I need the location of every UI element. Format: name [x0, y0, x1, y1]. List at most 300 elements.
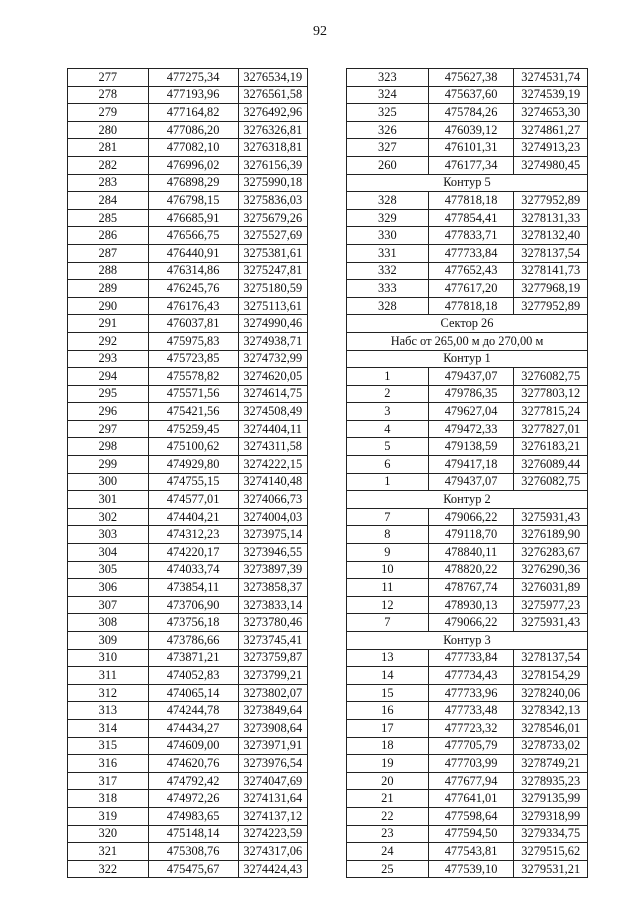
y-coordinate-cell: 3274004,03 — [238, 508, 307, 526]
point-number-cell: 287 — [68, 244, 149, 262]
x-coordinate-cell: 476039,12 — [428, 121, 514, 139]
point-number-cell: 306 — [68, 579, 149, 597]
point-number-cell: 295 — [68, 385, 149, 403]
table-row — [68, 508, 308, 526]
y-coordinate-cell: 3274424,43 — [238, 860, 307, 878]
table-row — [347, 579, 588, 597]
x-coordinate-cell: 479786,35 — [428, 385, 514, 403]
x-coordinate-cell: 476245,76 — [148, 280, 238, 298]
y-coordinate-cell: 3277968,19 — [514, 280, 588, 298]
y-coordinate-cell: 3276082,75 — [514, 473, 588, 491]
table-row — [347, 456, 588, 474]
point-number-cell: 329 — [347, 209, 429, 227]
x-coordinate-cell: 479066,22 — [428, 508, 514, 526]
y-coordinate-cell: 3277827,01 — [514, 420, 588, 438]
table-row — [68, 156, 308, 174]
point-number-cell: 331 — [347, 244, 429, 262]
y-coordinate-cell: 3276031,89 — [514, 579, 588, 597]
table-row — [347, 596, 588, 614]
point-number-cell: 260 — [347, 156, 429, 174]
y-coordinate-cell: 3275931,43 — [514, 508, 588, 526]
y-coordinate-cell: 3279531,21 — [514, 860, 588, 878]
x-coordinate-cell: 477818,18 — [428, 297, 514, 315]
table-row — [347, 420, 588, 438]
table-row — [347, 297, 588, 315]
point-number-cell: 5 — [347, 438, 429, 456]
y-coordinate-cell: 3273971,91 — [238, 737, 307, 755]
table-row — [347, 262, 588, 280]
table-row — [347, 667, 588, 685]
y-coordinate-cell: 3276534,19 — [238, 69, 307, 87]
y-coordinate-cell: 3274614,75 — [238, 385, 307, 403]
y-coordinate-cell: 3274620,05 — [238, 368, 307, 386]
x-coordinate-cell: 477734,43 — [428, 667, 514, 685]
point-number-cell: 288 — [68, 262, 149, 280]
x-coordinate-cell: 476685,91 — [148, 209, 238, 227]
x-coordinate-cell: 479138,59 — [428, 438, 514, 456]
table-row — [347, 684, 588, 702]
y-coordinate-cell: 3278137,54 — [514, 244, 588, 262]
x-coordinate-cell: 475723,85 — [148, 350, 238, 368]
x-coordinate-cell: 475259,45 — [148, 420, 238, 438]
y-coordinate-cell: 3274131,64 — [238, 790, 307, 808]
table-row — [68, 860, 308, 878]
table-row — [347, 790, 588, 808]
y-coordinate-cell: 3273976,54 — [238, 755, 307, 773]
point-number-cell: 1 — [347, 473, 429, 491]
point-number-cell: 279 — [68, 104, 149, 122]
section-heading: Контур 5 — [347, 174, 588, 192]
point-number-cell: 289 — [68, 280, 149, 298]
point-number-cell: 8 — [347, 526, 429, 544]
point-number-cell: 281 — [68, 139, 149, 157]
y-coordinate-cell: 3274404,11 — [238, 420, 307, 438]
y-coordinate-cell: 3274531,74 — [514, 69, 588, 87]
table-row — [347, 69, 588, 87]
x-coordinate-cell: 473786,66 — [148, 632, 238, 650]
table-row — [347, 104, 588, 122]
table-row — [68, 227, 308, 245]
point-number-cell: 298 — [68, 438, 149, 456]
point-number-cell: 324 — [347, 86, 429, 104]
x-coordinate-cell: 479437,07 — [428, 368, 514, 386]
x-coordinate-cell: 473871,21 — [148, 649, 238, 667]
y-coordinate-cell: 3274539,19 — [514, 86, 588, 104]
x-coordinate-cell: 477854,41 — [428, 209, 514, 227]
y-coordinate-cell: 3274222,15 — [238, 456, 307, 474]
table-row — [347, 719, 588, 737]
table-row — [347, 86, 588, 104]
table-row — [347, 121, 588, 139]
point-number-cell: 15 — [347, 684, 429, 702]
table-row — [68, 244, 308, 262]
y-coordinate-cell: 3276283,67 — [514, 544, 588, 562]
y-coordinate-cell: 3276082,75 — [514, 368, 588, 386]
y-coordinate-cell: 3276089,44 — [514, 456, 588, 474]
x-coordinate-cell: 474434,27 — [148, 719, 238, 737]
table-row — [347, 244, 588, 262]
y-coordinate-cell: 3273833,14 — [238, 596, 307, 614]
table-row — [347, 227, 588, 245]
x-coordinate-cell: 477539,10 — [428, 860, 514, 878]
x-coordinate-cell: 473706,90 — [148, 596, 238, 614]
y-coordinate-cell: 3278141,73 — [514, 262, 588, 280]
point-number-cell: 286 — [68, 227, 149, 245]
x-coordinate-cell: 474620,76 — [148, 755, 238, 773]
point-number-cell: 316 — [68, 755, 149, 773]
y-coordinate-cell: 3277952,89 — [514, 192, 588, 210]
point-number-cell: 10 — [347, 561, 429, 579]
y-coordinate-cell: 3277803,12 — [514, 385, 588, 403]
y-coordinate-cell: 3273802,07 — [238, 684, 307, 702]
point-number-cell: 313 — [68, 702, 149, 720]
point-number-cell: 284 — [68, 192, 149, 210]
y-coordinate-cell: 3273908,64 — [238, 719, 307, 737]
table-row — [347, 280, 588, 298]
x-coordinate-cell: 477617,20 — [428, 280, 514, 298]
x-coordinate-cell: 478840,11 — [428, 544, 514, 562]
point-number-cell: 3 — [347, 403, 429, 421]
point-number-cell: 280 — [68, 121, 149, 139]
y-coordinate-cell: 3274317,06 — [238, 843, 307, 861]
table-row — [347, 755, 588, 773]
point-number-cell: 16 — [347, 702, 429, 720]
table-row — [68, 807, 308, 825]
point-number-cell: 11 — [347, 579, 429, 597]
y-coordinate-cell: 3275990,18 — [238, 174, 307, 192]
x-coordinate-cell: 476798,15 — [148, 192, 238, 210]
table-row — [68, 104, 308, 122]
x-coordinate-cell: 474244,78 — [148, 702, 238, 720]
table-row — [68, 667, 308, 685]
x-coordinate-cell: 473756,18 — [148, 614, 238, 632]
x-coordinate-cell: 475571,56 — [148, 385, 238, 403]
table-row — [68, 438, 308, 456]
point-number-cell: 314 — [68, 719, 149, 737]
x-coordinate-cell: 474792,42 — [148, 772, 238, 790]
y-coordinate-cell: 3274223,59 — [238, 825, 307, 843]
table-row — [347, 139, 588, 157]
table-row — [68, 719, 308, 737]
x-coordinate-cell: 475148,14 — [148, 825, 238, 843]
y-coordinate-cell: 3276318,81 — [238, 139, 307, 157]
point-number-cell: 328 — [347, 297, 429, 315]
table-row — [68, 684, 308, 702]
x-coordinate-cell: 475637,60 — [428, 86, 514, 104]
table-row — [347, 438, 588, 456]
point-number-cell: 278 — [68, 86, 149, 104]
table-row — [68, 280, 308, 298]
x-coordinate-cell: 477833,71 — [428, 227, 514, 245]
x-coordinate-cell: 474577,01 — [148, 491, 238, 509]
y-coordinate-cell: 3274066,73 — [238, 491, 307, 509]
x-coordinate-cell: 476176,43 — [148, 297, 238, 315]
y-coordinate-cell: 3276156,39 — [238, 156, 307, 174]
table-row — [347, 702, 588, 720]
table-row — [347, 807, 588, 825]
table-row — [68, 544, 308, 562]
section-heading: Контур 1 — [347, 350, 588, 368]
x-coordinate-cell: 477086,20 — [148, 121, 238, 139]
y-coordinate-cell: 3274913,23 — [514, 139, 588, 157]
y-coordinate-cell: 3274938,71 — [238, 332, 307, 350]
point-number-cell: 2 — [347, 385, 429, 403]
table-row — [68, 209, 308, 227]
point-number-cell: 297 — [68, 420, 149, 438]
table-row — [68, 297, 308, 315]
y-coordinate-cell: 3275180,59 — [238, 280, 307, 298]
point-number-cell: 14 — [347, 667, 429, 685]
y-coordinate-cell: 3274508,49 — [238, 403, 307, 421]
table-row — [68, 649, 308, 667]
point-number-cell: 290 — [68, 297, 149, 315]
table-row — [347, 649, 588, 667]
y-coordinate-cell: 3273897,39 — [238, 561, 307, 579]
table-row — [68, 69, 308, 87]
y-coordinate-cell: 3278546,01 — [514, 719, 588, 737]
y-coordinate-cell: 3273858,37 — [238, 579, 307, 597]
y-coordinate-cell: 3275836,03 — [238, 192, 307, 210]
table-row — [68, 192, 308, 210]
point-number-cell: 332 — [347, 262, 429, 280]
point-number-cell: 294 — [68, 368, 149, 386]
point-number-cell: 323 — [347, 69, 429, 87]
x-coordinate-cell: 477594,50 — [428, 825, 514, 843]
point-number-cell: 299 — [68, 456, 149, 474]
x-coordinate-cell: 477733,84 — [428, 244, 514, 262]
page-number: 92 — [313, 24, 327, 39]
y-coordinate-cell: 3275527,69 — [238, 227, 307, 245]
y-coordinate-cell: 3275247,81 — [238, 262, 307, 280]
x-coordinate-cell: 477818,18 — [428, 192, 514, 210]
y-coordinate-cell: 3274732,99 — [238, 350, 307, 368]
x-coordinate-cell: 477641,01 — [428, 790, 514, 808]
table-row — [68, 614, 308, 632]
y-coordinate-cell: 3274311,58 — [238, 438, 307, 456]
point-number-cell: 309 — [68, 632, 149, 650]
x-coordinate-cell: 476101,31 — [428, 139, 514, 157]
table-row — [347, 192, 588, 210]
x-coordinate-cell: 474972,26 — [148, 790, 238, 808]
point-number-cell: 333 — [347, 280, 429, 298]
y-coordinate-cell: 3274861,27 — [514, 121, 588, 139]
table-row — [68, 526, 308, 544]
y-coordinate-cell: 3279318,99 — [514, 807, 588, 825]
y-coordinate-cell: 3275381,61 — [238, 244, 307, 262]
table-row — [68, 174, 308, 192]
y-coordinate-cell: 3274980,45 — [514, 156, 588, 174]
y-coordinate-cell: 3276183,21 — [514, 438, 588, 456]
x-coordinate-cell: 476440,91 — [148, 244, 238, 262]
table-row — [68, 420, 308, 438]
x-coordinate-cell: 474052,83 — [148, 667, 238, 685]
y-coordinate-cell: 3275679,26 — [238, 209, 307, 227]
table-row — [347, 544, 588, 562]
point-number-cell: 22 — [347, 807, 429, 825]
x-coordinate-cell: 478767,74 — [428, 579, 514, 597]
table-row — [68, 561, 308, 579]
point-number-cell: 13 — [347, 649, 429, 667]
y-coordinate-cell: 3276492,96 — [238, 104, 307, 122]
x-coordinate-cell: 474312,23 — [148, 526, 238, 544]
point-number-cell: 293 — [68, 350, 149, 368]
section-heading: Сектор 26 — [347, 315, 588, 333]
x-coordinate-cell: 475308,76 — [148, 843, 238, 861]
point-number-cell: 283 — [68, 174, 149, 192]
section-heading-row — [347, 332, 588, 350]
y-coordinate-cell: 3275113,61 — [238, 297, 307, 315]
section-heading-row — [347, 315, 588, 333]
point-number-cell: 296 — [68, 403, 149, 421]
point-number-cell: 285 — [68, 209, 149, 227]
y-coordinate-cell: 3274140,48 — [238, 473, 307, 491]
y-coordinate-cell: 3276290,36 — [514, 561, 588, 579]
point-number-cell: 304 — [68, 544, 149, 562]
y-coordinate-cell: 3275977,23 — [514, 596, 588, 614]
x-coordinate-cell: 478820,22 — [428, 561, 514, 579]
point-number-cell: 307 — [68, 596, 149, 614]
table-row — [68, 632, 308, 650]
x-coordinate-cell: 476037,81 — [148, 315, 238, 333]
table-row — [347, 614, 588, 632]
point-number-cell: 312 — [68, 684, 149, 702]
point-number-cell: 319 — [68, 807, 149, 825]
table-row — [347, 772, 588, 790]
y-coordinate-cell: 3273745,41 — [238, 632, 307, 650]
y-coordinate-cell: 3273759,87 — [238, 649, 307, 667]
table-row — [347, 368, 588, 386]
y-coordinate-cell: 3279515,62 — [514, 843, 588, 861]
point-number-cell: 6 — [347, 456, 429, 474]
point-number-cell: 20 — [347, 772, 429, 790]
y-coordinate-cell: 3278240,06 — [514, 684, 588, 702]
point-number-cell: 317 — [68, 772, 149, 790]
table-row — [347, 526, 588, 544]
x-coordinate-cell: 474609,00 — [148, 737, 238, 755]
point-number-cell: 21 — [347, 790, 429, 808]
x-coordinate-cell: 477652,43 — [428, 262, 514, 280]
point-number-cell: 303 — [68, 526, 149, 544]
section-heading: Набс от 265,00 м до 270,00 м — [347, 332, 588, 350]
point-number-cell: 1 — [347, 368, 429, 386]
point-number-cell: 328 — [347, 192, 429, 210]
y-coordinate-cell: 3275931,43 — [514, 614, 588, 632]
x-coordinate-cell: 476314,86 — [148, 262, 238, 280]
y-coordinate-cell: 3276189,90 — [514, 526, 588, 544]
x-coordinate-cell: 477543,81 — [428, 843, 514, 861]
point-number-cell: 300 — [68, 473, 149, 491]
x-coordinate-cell: 477733,48 — [428, 702, 514, 720]
y-coordinate-cell: 3279135,99 — [514, 790, 588, 808]
x-coordinate-cell: 479417,18 — [428, 456, 514, 474]
point-number-cell: 19 — [347, 755, 429, 773]
table-row — [68, 825, 308, 843]
table-row — [347, 561, 588, 579]
point-number-cell: 322 — [68, 860, 149, 878]
x-coordinate-cell: 476177,34 — [428, 156, 514, 174]
x-coordinate-cell: 477275,34 — [148, 69, 238, 87]
x-coordinate-cell: 479627,04 — [428, 403, 514, 421]
x-coordinate-cell: 474220,17 — [148, 544, 238, 562]
table-row — [68, 350, 308, 368]
table-row — [68, 332, 308, 350]
table-row — [68, 737, 308, 755]
x-coordinate-cell: 477193,96 — [148, 86, 238, 104]
x-coordinate-cell: 477733,96 — [428, 684, 514, 702]
x-coordinate-cell: 474065,14 — [148, 684, 238, 702]
table-row — [347, 156, 588, 174]
table-row — [68, 772, 308, 790]
x-coordinate-cell: 475578,82 — [148, 368, 238, 386]
table-row — [68, 843, 308, 861]
section-heading: Контур 2 — [347, 491, 588, 509]
x-coordinate-cell: 474929,80 — [148, 456, 238, 474]
point-number-cell: 9 — [347, 544, 429, 562]
table-row — [347, 825, 588, 843]
x-coordinate-cell: 479437,07 — [428, 473, 514, 491]
point-number-cell: 7 — [347, 614, 429, 632]
table-row — [347, 860, 588, 878]
x-coordinate-cell: 474755,15 — [148, 473, 238, 491]
point-number-cell: 318 — [68, 790, 149, 808]
point-number-cell: 24 — [347, 843, 429, 861]
point-number-cell: 325 — [347, 104, 429, 122]
point-number-cell: 282 — [68, 156, 149, 174]
x-coordinate-cell: 477705,79 — [428, 737, 514, 755]
x-coordinate-cell: 474404,21 — [148, 508, 238, 526]
x-coordinate-cell: 474983,65 — [148, 807, 238, 825]
x-coordinate-cell: 475627,38 — [428, 69, 514, 87]
y-coordinate-cell: 3278137,54 — [514, 649, 588, 667]
y-coordinate-cell: 3278132,40 — [514, 227, 588, 245]
point-number-cell: 25 — [347, 860, 429, 878]
table-row — [347, 737, 588, 755]
y-coordinate-cell: 3278342,13 — [514, 702, 588, 720]
x-coordinate-cell: 475100,62 — [148, 438, 238, 456]
x-coordinate-cell: 475421,56 — [148, 403, 238, 421]
table-row — [68, 790, 308, 808]
point-number-cell: 23 — [347, 825, 429, 843]
y-coordinate-cell: 3278733,02 — [514, 737, 588, 755]
y-coordinate-cell: 3274990,46 — [238, 315, 307, 333]
y-coordinate-cell: 3277952,89 — [514, 297, 588, 315]
table-row — [68, 473, 308, 491]
x-coordinate-cell: 477723,32 — [428, 719, 514, 737]
table-row — [347, 843, 588, 861]
table-row — [68, 491, 308, 509]
point-number-cell: 291 — [68, 315, 149, 333]
y-coordinate-cell: 3279334,75 — [514, 825, 588, 843]
y-coordinate-cell: 3273780,46 — [238, 614, 307, 632]
coordinates-table-left — [67, 68, 308, 878]
x-coordinate-cell: 478930,13 — [428, 596, 514, 614]
point-number-cell: 326 — [347, 121, 429, 139]
x-coordinate-cell: 476566,75 — [148, 227, 238, 245]
y-coordinate-cell: 3274047,69 — [238, 772, 307, 790]
x-coordinate-cell: 477598,64 — [428, 807, 514, 825]
x-coordinate-cell: 473854,11 — [148, 579, 238, 597]
table-row — [68, 702, 308, 720]
x-coordinate-cell: 479118,70 — [428, 526, 514, 544]
table-row — [68, 596, 308, 614]
y-coordinate-cell: 3276561,58 — [238, 86, 307, 104]
table-row — [68, 755, 308, 773]
point-number-cell: 308 — [68, 614, 149, 632]
table-row — [68, 579, 308, 597]
y-coordinate-cell: 3273946,55 — [238, 544, 307, 562]
table-row — [68, 385, 308, 403]
y-coordinate-cell: 3273849,64 — [238, 702, 307, 720]
